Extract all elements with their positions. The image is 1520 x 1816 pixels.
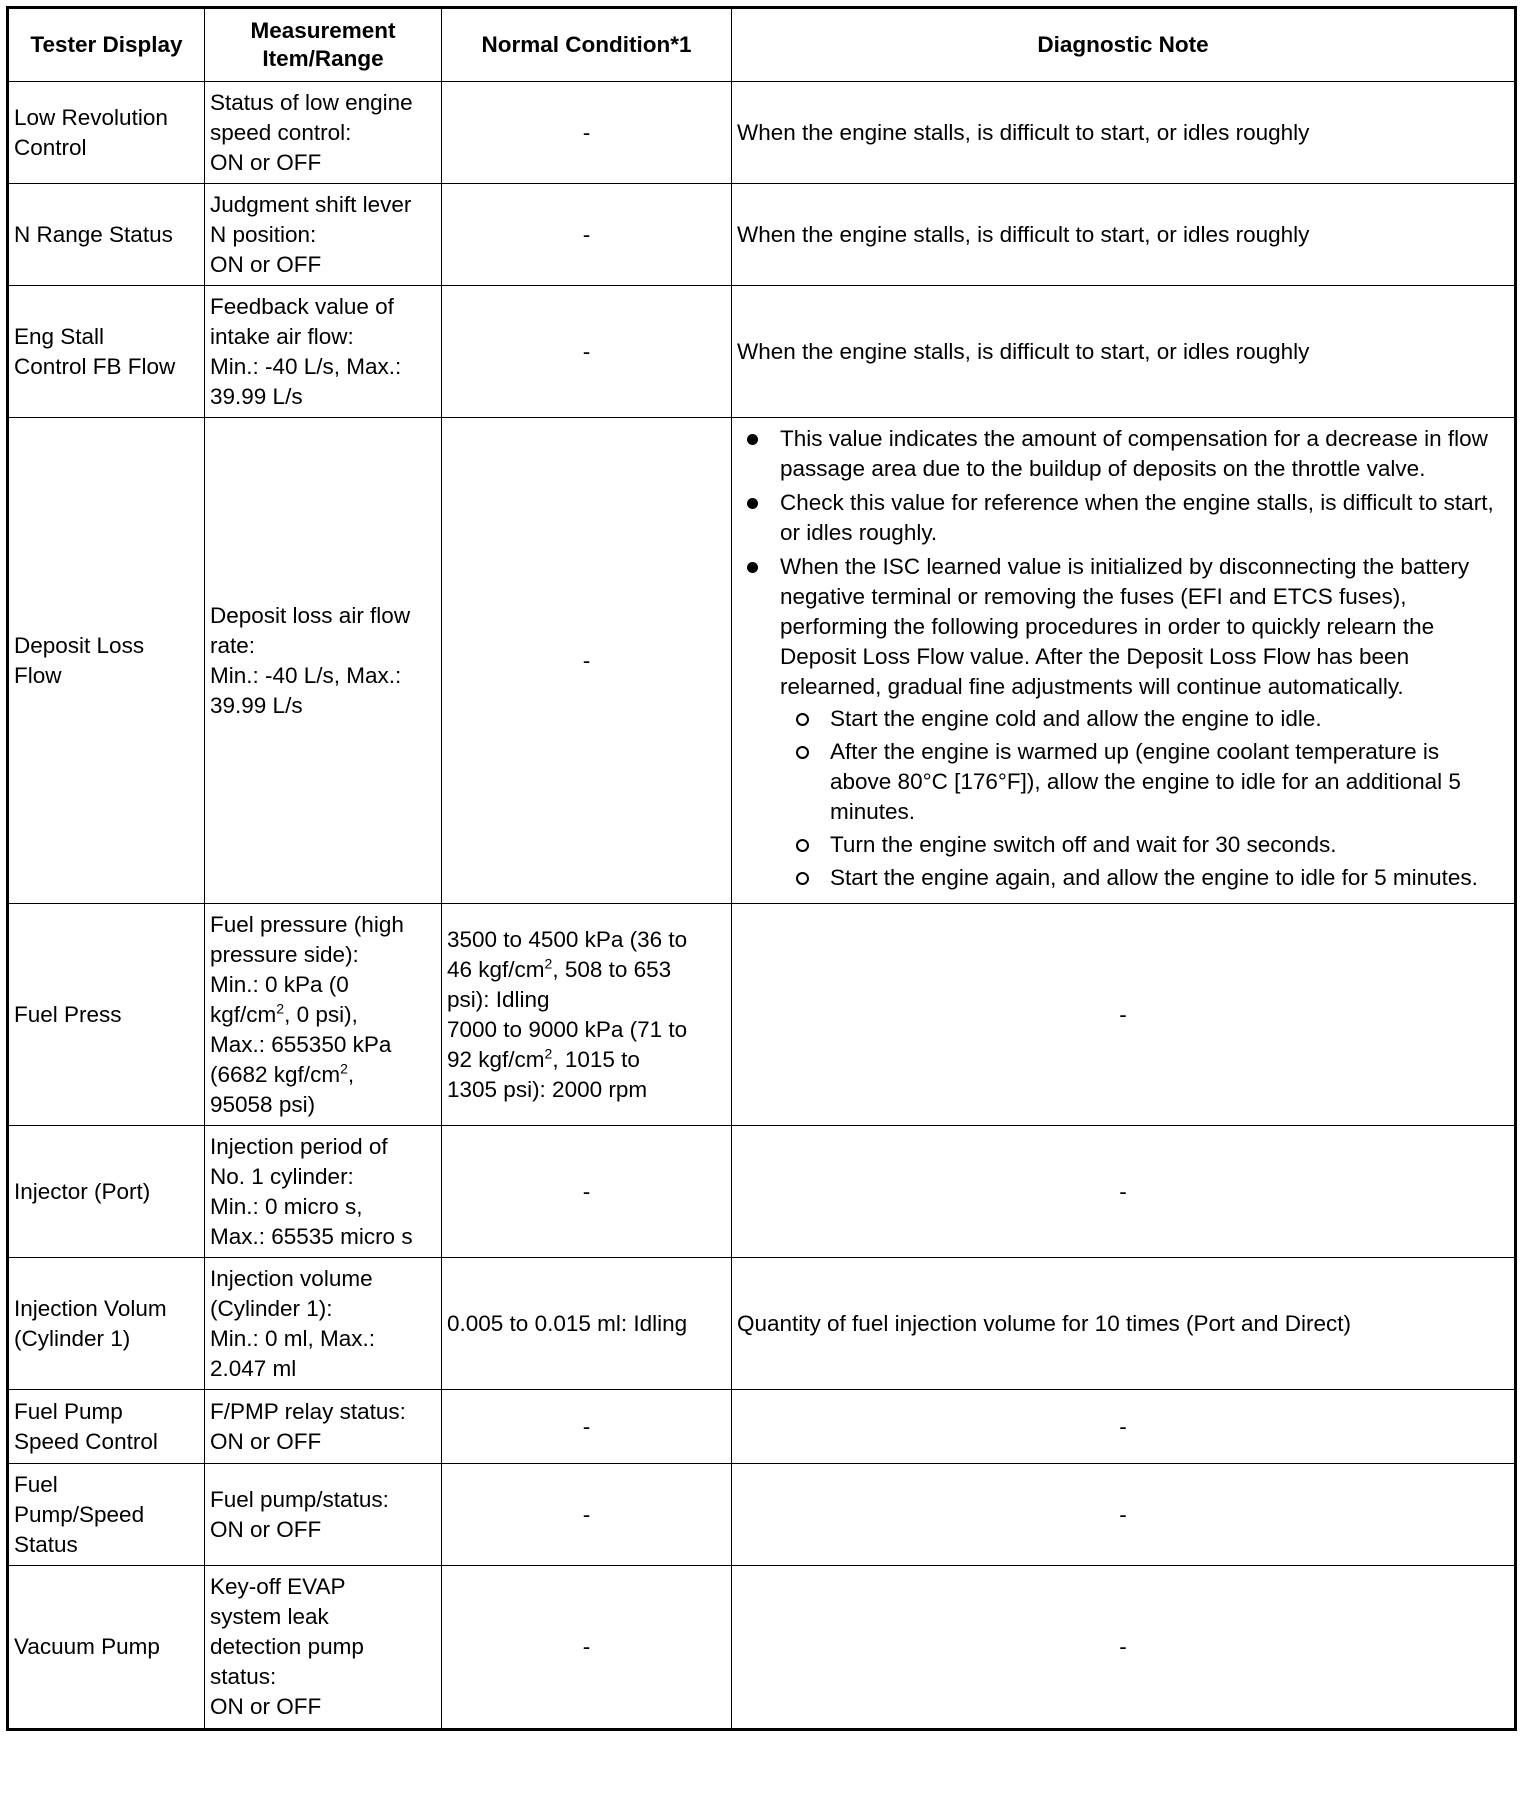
table-row [8, 1390, 1516, 1464]
data-list-table [6, 6, 1517, 1731]
table-row [8, 82, 1516, 184]
cell-diagnostic-note [732, 418, 1516, 904]
cell-tester-display: Fuel Pump Speed Control [8, 1390, 205, 1464]
cell-normal-condition: - [442, 1390, 732, 1464]
table-row [8, 1566, 1516, 1730]
cell-normal-condition: - [442, 184, 732, 286]
note-bullet-item: Check this value for reference when the engine stalls, is difficult to start, or idles roughly. [780, 488, 1506, 548]
cell-diagnostic-note: When the engine stalls, is difficult to start, or idles roughly [732, 184, 1516, 286]
cell-tester-display: Eng Stall Control FB Flow [8, 286, 205, 418]
cell-tester-display: Fuel Pump/Speed Status [8, 1464, 205, 1566]
cell-measurement: Injection volume (Cylinder 1): Min.: 0 ml, Max.: 2.047 ml [205, 1258, 442, 1390]
cell-tester-display: Deposit Loss Flow [8, 418, 205, 904]
note-sub-bullet-item: Start the engine again, and allow the engine to idle for 5 minutes. [830, 863, 1506, 893]
note-sub-bullet-item: After the engine is warmed up (engine coolant temperature is above 80°C [176°F]), allow the engine to idle for an additional 5 minutes. [830, 737, 1506, 827]
cell-measurement: Deposit loss air flow rate: Min.: -40 L/s, Max.: 39.99 L/s [205, 418, 442, 904]
header-measurement-item: Measurement Item/Range [205, 8, 442, 82]
cell-measurement: Judgment shift lever N position: ON or OFF [205, 184, 442, 286]
note-sub-bullet-item: Turn the engine switch off and wait for 30 seconds. [830, 830, 1506, 860]
cell-diagnostic-note: When the engine stalls, is difficult to start, or idles roughly [732, 82, 1516, 184]
header-diagnostic-note: Diagnostic Note [732, 8, 1516, 82]
cell-tester-display: Injector (Port) [8, 1126, 205, 1258]
header-row [8, 8, 1516, 82]
table-row [8, 1258, 1516, 1390]
cell-measurement: Key-off EVAP system leak detection pump status: ON or OFF [205, 1566, 442, 1730]
header-normal-condition: Normal Condition*1 [442, 8, 732, 82]
note-bullet-item: This value indicates the amount of compensation for a decrease in flow passage area due to the buildup of deposits on the throttle valve. [780, 424, 1506, 484]
cell-measurement: F/PMP relay status: ON or OFF [205, 1390, 442, 1464]
note-bullet-list [732, 418, 1514, 903]
table-row [8, 184, 1516, 286]
cell-normal-condition: - [442, 1566, 732, 1730]
cell-tester-display: Fuel Press [8, 904, 205, 1126]
cell-diagnostic-note: Quantity of fuel injection volume for 10 times (Port and Direct) [732, 1258, 1516, 1390]
cell-measurement: Fuel pump/status: ON or OFF [205, 1464, 442, 1566]
cell-normal-condition: - [442, 82, 732, 184]
cell-tester-display: Injection Volum (Cylinder 1) [8, 1258, 205, 1390]
cell-normal-condition: - [442, 1126, 732, 1258]
cell-measurement: Injection period of No. 1 cylinder: Min.: 0 micro s, Max.: 65535 micro s [205, 1126, 442, 1258]
header-tester-display: Tester Display [8, 8, 205, 82]
cell-normal-condition: 3500 to 4500 kPa (36 to 46 kgf/$cm^2$, 508 to 653 psi): Idling 7000 to 9000 kPa (71 to 92 kgf/$cm^2$, 1015 to 1305 psi): 2000 rpm [442, 904, 732, 1126]
cell-tester-display: Low Revolution Control [8, 82, 205, 184]
table-row [8, 286, 1516, 418]
cell-normal-condition: - [442, 1464, 732, 1566]
cell-diagnostic-note: When the engine stalls, is difficult to start, or idles roughly [732, 286, 1516, 418]
table-row [8, 1126, 1516, 1258]
table-row [8, 904, 1516, 1126]
cell-measurement: Fuel pressure (high pressure side): Min.: 0 kPa (0 kgf/$cm^2$, 0 psi), Max.: 655350 kPa (6682 kgf/$cm^2$, 95058 psi) [205, 904, 442, 1126]
table-row [8, 1464, 1516, 1566]
cell-diagnostic-note: - [732, 1390, 1516, 1464]
cell-tester-display: Vacuum Pump [8, 1566, 205, 1730]
cell-diagnostic-note: - [732, 1126, 1516, 1258]
note-bullet-item: When the ISC learned value is initialized by disconnecting the battery negative terminal or removing the fuses (EFI and ETCS fuses), performing the following procedures in order to quickly relearn the Deposit Loss Flow value. After the Deposit Loss Flow has been relearned, gradual fine adjustments will continue automatically. Start the engine cold and allow the engine to idle. After the engine is warmed up (engine coolant temperature is above 80°C [176°F]), allow the engine to idle for an additional 5 minutes. Turn the engine switch off and wait for 30 seconds. Start the engine again, and allow the engine to idle for 5 minutes. [780, 552, 1506, 893]
cell-diagnostic-note: - [732, 904, 1516, 1126]
note-sub-bullet-item: Start the engine cold and allow the engine to idle. [830, 704, 1506, 734]
cell-measurement: Feedback value of intake air flow: Min.: -40 L/s, Max.: 39.99 L/s [205, 286, 442, 418]
cell-tester-display: N Range Status [8, 184, 205, 286]
cell-normal-condition: - [442, 286, 732, 418]
cell-diagnostic-note: - [732, 1566, 1516, 1730]
cell-normal-condition: 0.005 to 0.015 ml: Idling [442, 1258, 732, 1390]
cell-diagnostic-note: - [732, 1464, 1516, 1566]
diagnostic-table-container [6, 6, 1514, 1731]
table-row [8, 418, 1516, 904]
cell-measurement: Status of low engine speed control: ON or OFF [205, 82, 442, 184]
cell-normal-condition: - [442, 418, 732, 904]
note-sub-bullet-list [780, 704, 1506, 893]
